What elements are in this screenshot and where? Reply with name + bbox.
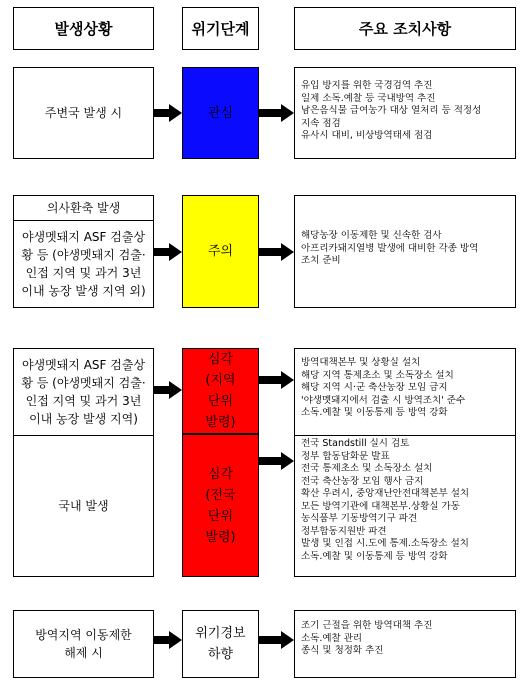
arrow-right-icon (154, 243, 182, 261)
arrow-right-icon (154, 631, 182, 649)
stage-label: 단위 (207, 508, 234, 524)
action-item: 아프리카돼지열병 발생에 대비한 각종 방역 (301, 242, 479, 254)
action-item: 조기 근절을 위한 방역대책 추진 (301, 620, 433, 631)
header-actions: 주요 조치사항 (294, 7, 516, 50)
arrow-right-icon (259, 371, 294, 389)
stage-label: (지역 (205, 373, 236, 388)
situation-box-4 (13, 610, 154, 678)
situation-box-2 (13, 195, 154, 308)
stage-box-juui (182, 195, 259, 308)
header-situation: 발생상황 (13, 7, 154, 50)
action-item: 해당 지역 통제초소 및 소독장소 설치 (301, 369, 454, 381)
stage-label: 위기경보 (195, 626, 246, 641)
stage-label: 관심 (207, 105, 234, 121)
stage-label: 발령) (205, 415, 236, 430)
stage-box-simgak-national (182, 434, 259, 577)
arrow-right-icon (154, 104, 182, 122)
stage-label: 심각 (207, 466, 234, 482)
action-item: 전국 Standstill 실시 검토 (301, 438, 410, 449)
situation-box-3 (13, 348, 154, 577)
action-item: 모든 방역기관에 대책본부.상황실 가동 (301, 500, 460, 512)
situation-text: 주변국 발생 시 (44, 106, 123, 120)
situation-text: 야생멧돼지 ASF 검출상 황 등 (야생멧돼지 검출· 인접 지역 및 과거 3년 이내 농장 발생 지역) (21, 358, 146, 426)
action-item: 확산 우려시, 중앙재난안전대책본부 설치 (301, 488, 470, 499)
action-item: 유사시 대비, 비상방역태세 점검 (301, 130, 433, 141)
action-item: 정부 합동담화문 발표 (301, 450, 390, 462)
action-item: 농식품부 기동방역기구 파견 (301, 513, 418, 524)
stage-label: 하향 (207, 647, 234, 662)
action-item: 남은음식물 급여농가 대상 열처리 등 적정성 (301, 105, 482, 116)
action-item: 종식 및 청정화 추진 (301, 645, 384, 656)
arrow-right-icon (259, 452, 294, 470)
action-item: 해당농장 이동제한 및 신속한 검사 (301, 230, 442, 241)
stage-label: 단위 (207, 394, 234, 409)
actions-box-3 (294, 348, 516, 577)
arrow-right-icon (259, 631, 294, 649)
action-item: 조치 준비 (301, 255, 341, 266)
situation-box-1 (13, 67, 154, 159)
action-item: 소독.예찰 및 이동통제 등 방역 강화 (301, 550, 448, 562)
action-item: 방역대책본부 및 상황실 설치 (301, 357, 421, 368)
action-item: 전국 축산농장 모임 행사 금지 (301, 475, 424, 487)
action-item: 전국 통제초소 및 소독장소 설치 (301, 463, 433, 474)
situation-text: 야생멧돼지 ASF 검출상 황 등 (야생멧돼지 검출· 인접 지역 및 과거 3년 이내 농장 발생 지역 외) (21, 230, 146, 298)
arrow-right-icon (154, 381, 182, 399)
arrow-right-icon (259, 243, 294, 261)
action-item: '야생멧돼지에서 검출 시 방역조치' 준수 (301, 394, 466, 406)
action-item: 유입 방지를 위한 국경검역 추진 (301, 80, 433, 91)
action-item: 정부합동지원반 파견 (301, 525, 387, 537)
arrow-right-icon (259, 104, 294, 122)
stage-box-gwansim (182, 67, 259, 159)
actions-box-4 (294, 610, 516, 678)
situation-text: 국내 발생 (58, 499, 109, 513)
action-item: 소독.예찰 및 이동통제 등 방역 강화 (301, 407, 448, 418)
actions-national (295, 436, 515, 576)
action-item: 소독.예찰 관리 (301, 632, 363, 644)
stage-label: 심각 (207, 352, 234, 367)
action-item: 지속 점검 (301, 117, 341, 129)
actions-regional (295, 349, 515, 435)
situation-text: 방역지역 이동제한 해제 시 (35, 628, 132, 660)
stage-box-simgak-regional (182, 348, 259, 434)
stage-label: 발령) (205, 529, 236, 545)
stage-label: 주의 (207, 244, 234, 259)
stage-box-alert-lowered (182, 610, 259, 678)
situation-text: 의사환축 발생 (46, 201, 121, 215)
actions-box-2 (294, 195, 516, 308)
stage-label: (전국 (205, 487, 236, 503)
header-stage: 위기단계 (182, 7, 259, 50)
action-item: 해당 지역 시·군 축산농장 모임 금지 (301, 382, 448, 393)
actions-box-1 (294, 67, 516, 159)
action-item: 일제 소독.예찰 등 국내방역 추진 (301, 92, 436, 104)
action-item: 발생 및 인접 시.도에 통제.소독장소 설치 (301, 538, 469, 549)
